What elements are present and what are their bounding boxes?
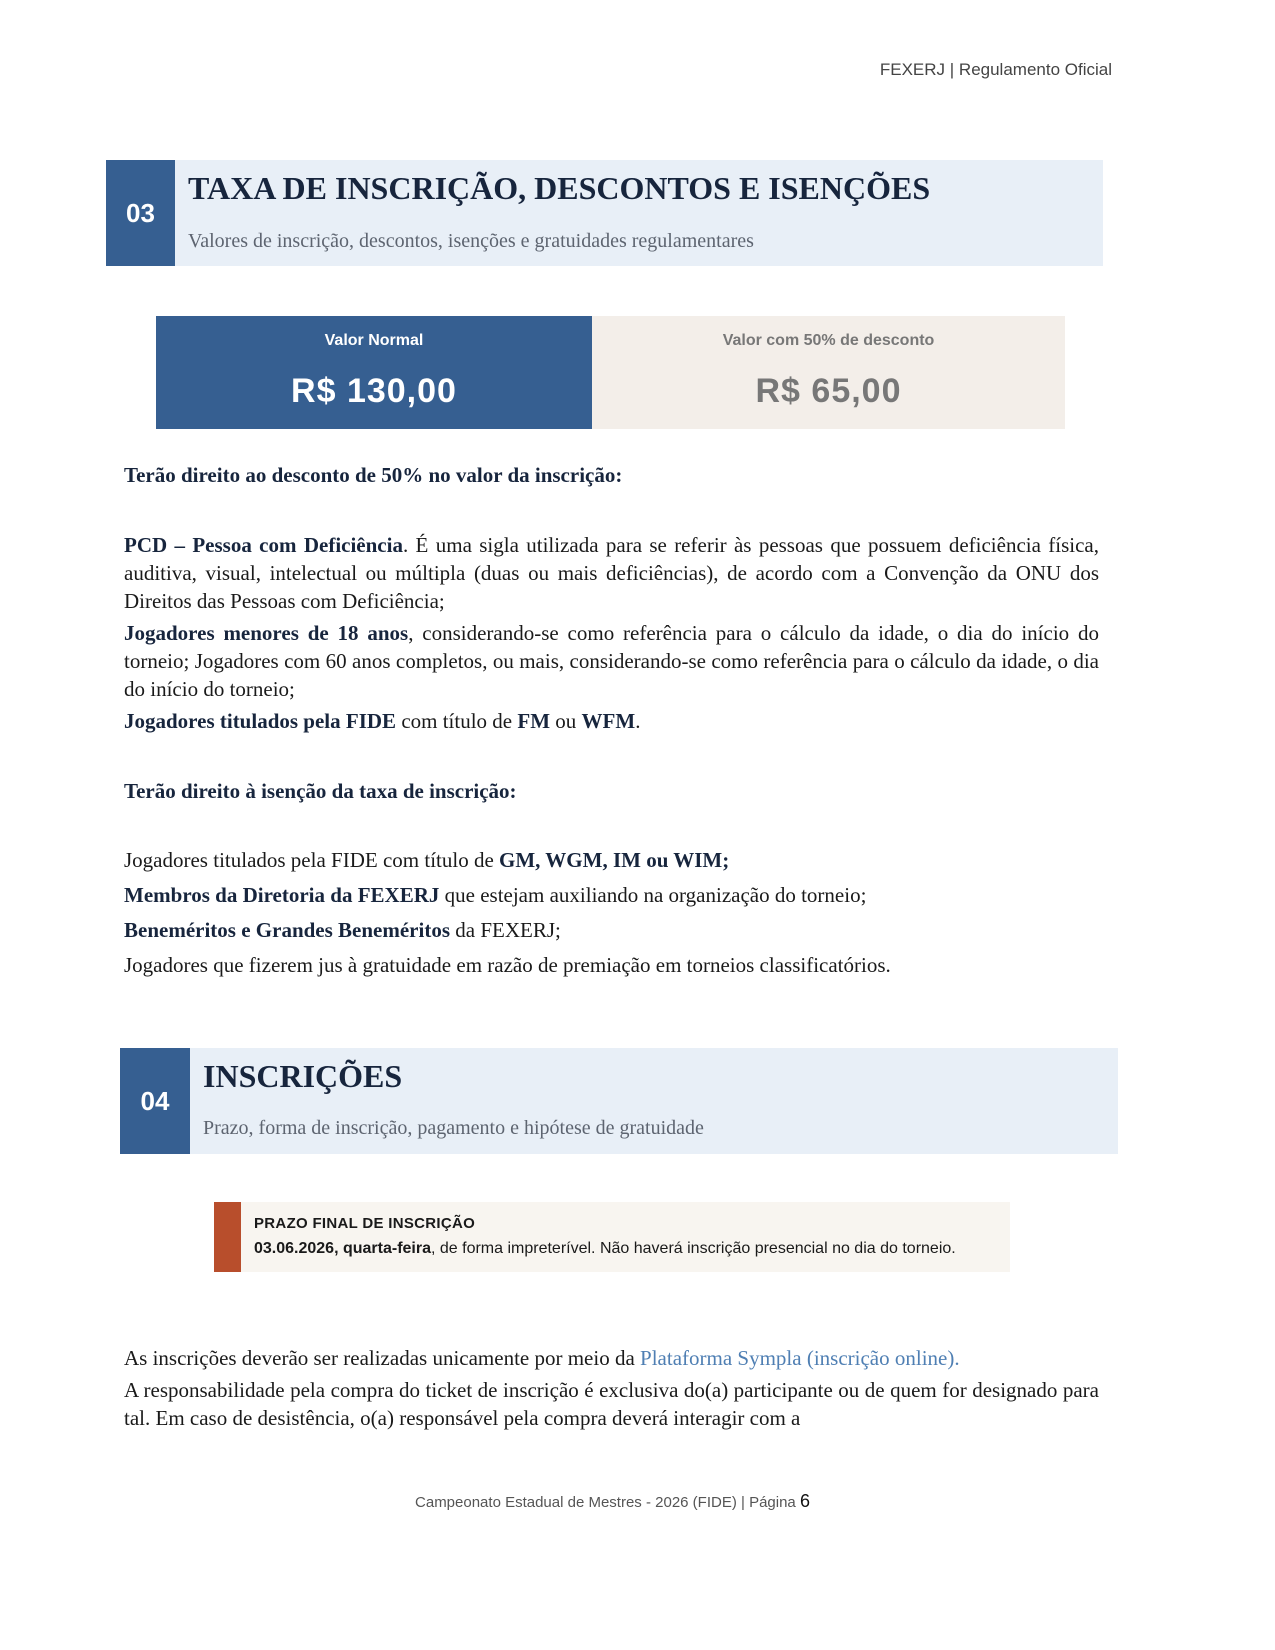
price-discount-value: R$ 65,00 xyxy=(755,372,902,410)
sympla-link[interactable]: Plataforma Sympla (inscrição online). xyxy=(640,1346,960,1370)
section-3-number: 03 xyxy=(106,160,175,266)
notice-text: , de forma impreterível. Não haverá inscrição presencial no dia do torneio. xyxy=(431,1240,956,1257)
title-fm: FM xyxy=(517,709,551,733)
notice-body xyxy=(254,1240,956,1258)
pcd-label: PCD – Pessoa com Deficiência xyxy=(124,533,403,557)
title-wfm: WFM xyxy=(581,709,636,733)
exemption-line-3-text: da FEXERJ; xyxy=(450,918,561,942)
section-3-subtitle: Valores de inscrição, descontos, isenções e gratuidades regulamentares xyxy=(188,230,754,252)
section-4-number: 04 xyxy=(120,1048,190,1154)
registration-line-1 xyxy=(124,1344,1099,1372)
minors-text: , considerando-se como referência para o cálculo da idade, o dia do início do torneio; Jogadores com 60 anos completos, ou mais, considerando-se como referência para o cálculo da idade, o dia do início do torneio; xyxy=(124,621,1099,701)
exemption-line-3-label: Beneméritos e Grandes Beneméritos xyxy=(124,918,451,942)
minors-label: Jogadores menores de 18 anos xyxy=(124,621,409,645)
notice-date: 03.06.2026, quarta-feira xyxy=(254,1240,431,1257)
section-4-subtitle: Prazo, forma de inscrição, pagamento e hipótese de gratuidade xyxy=(203,1117,704,1139)
section-4-title: INSCRIÇÕES xyxy=(203,1058,403,1094)
notice-accent-bar xyxy=(214,1202,241,1272)
exemption-line-1-titles: GM, WGM, IM ou WIM; xyxy=(499,848,730,872)
exemption-line-2-label: Membros da Diretoria da FEXERJ xyxy=(124,883,440,907)
pcd-paragraph xyxy=(124,531,1099,615)
exemption-heading: Terão direito à isenção da taxa de inscrição: xyxy=(124,779,517,803)
registration-paragraph-2: A responsabilidade pela compra do ticket de inscrição é exclusiva do(a) participante ou de quem for designado para tal. Em caso de desistência, o(a) responsável pela compra deverá interagir com a xyxy=(124,1378,1099,1430)
titled-paragraph xyxy=(124,707,1099,735)
exemption-line-2-text: que estejam auxiliando na organização do torneio; xyxy=(439,883,867,907)
exemption-line-4: Jogadores que fizerem jus à gratuidade em razão de premiação em torneios classificatórios. xyxy=(124,953,891,977)
registration-line-1-text: As inscrições deverão ser realizadas unicamente por meio da xyxy=(124,1346,641,1370)
price-discount-label: Valor com 50% de desconto xyxy=(722,332,935,349)
price-normal-box xyxy=(156,316,592,429)
pcd-text: . É uma sigla utilizada para se referir às pessoas que possuem deficiência física, auditiva, visual, intelectual ou múltipla (duas ou mais deficiências), de acordo com a Convenção da ONU dos Direitos das Pessoas com Deficiência; xyxy=(124,533,1099,613)
titled-label: Jogadores titulados pela FIDE xyxy=(124,709,397,733)
deadline-notice xyxy=(214,1202,1010,1272)
exemption-line-1-text: Jogadores titulados pela FIDE com título de xyxy=(124,848,500,872)
exemption-line-3 xyxy=(124,916,1099,944)
notice-title: PRAZO FINAL DE INSCRIÇÃO xyxy=(254,1215,476,1232)
minors-paragraph xyxy=(124,619,1099,703)
price-normal-value: R$ 130,00 xyxy=(291,372,457,410)
exemption-line-2 xyxy=(124,881,1099,909)
price-normal-label: Valor Normal xyxy=(324,332,424,349)
footer-text: Campeonato Estadual de Mestres - 2026 (FIDE) | Página xyxy=(415,1494,800,1511)
exemption-line-1 xyxy=(124,846,1099,874)
price-discount-box xyxy=(592,316,1065,429)
titled-end: . xyxy=(635,709,641,733)
header-title: FEXERJ | Regulamento Oficial xyxy=(879,60,1112,79)
titled-or: ou xyxy=(550,709,582,733)
page-footer xyxy=(0,1491,1225,1512)
page-number: 6 xyxy=(799,1491,810,1511)
section-3-title: TAXA DE INSCRIÇÃO, DESCONTOS E ISENÇÕES xyxy=(188,170,931,206)
titled-mid: com título de xyxy=(396,709,518,733)
discount-heading: Terão direito ao desconto de 50% no valor da inscrição: xyxy=(124,463,623,487)
